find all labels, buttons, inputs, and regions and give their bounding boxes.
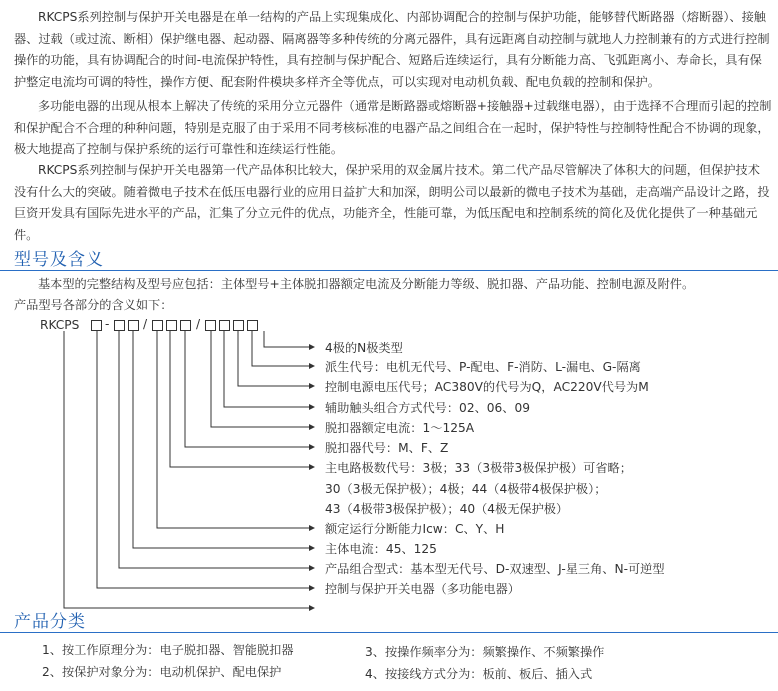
- intro-paragraph-1: RKCPS系列控制与保护开关电器是在单一结构的产品上实现集成化、内部协调配合的控制与保护功能，能够替代断路器（熔断器）、接触器、过载（或过流、断相）保护继电器、起动器、隔离器等多种传统的分离元器件，具有远距离自动控制与就地人力控制兼有的方式进行控制操作的功能，具有协调配合的时间-电流保护特性，具有控制与保护配合、短路后连续运行，具有分断能力高、飞弧距离小、寿命长，具有保护整定电流均可调的特性，操作方便、配套附件模块多样齐全等优点，可以实现对电动机负载、配电负载的控制和保护。: [14, 10, 770, 89]
- section-model-meaning: [0, 243, 778, 271]
- code-box: [166, 320, 177, 331]
- model-intro-text: 基本型的完整结构及型号应包括：主体型号+主体脱扣器额定电流及分断能力等级、脱扣器、产品功能、控制电源及附件。: [38, 277, 695, 291]
- code-box: [219, 320, 230, 331]
- code-box: [180, 320, 191, 331]
- model-parts-caption: 产品型号各部分的含义如下：: [14, 298, 173, 312]
- section-product-classification: [0, 605, 778, 633]
- code-desc-poles-cont-1: 30（3极无保护极）；4极；44（4极带4极保护极）；: [325, 482, 607, 496]
- classification-item: 2、按保护对象分为：电动机保护、配电保护: [42, 665, 282, 679]
- code-desc-main-current: 主体电流：45、125: [325, 542, 437, 556]
- code-desc-product-name: 控制与保护开关电器（多功能电器）: [325, 582, 520, 596]
- intro-paragraph-3: RKCPS系列控制与保护开关电器第一代产品体积比较大，保护采用的双金属片技术。第二代产品尽管解决了体积大的问题，但保护技术没有什么大的突破。随着微电子技术在低压电器行业的应用日益扩大和加深，朗明公司以最新的微电子技术为基础，走高端产品设计之路，投巨资开发具有国际先进水平的产品，汇集了分立元件的优点，功能齐全，性能可靠，为低压配电和控制系统的简化及优化提供了一种基础元件。: [14, 163, 770, 242]
- intro-paragraph-2: 多功能电器的出现从根本上解决了传统的采用分立元器件（通常是断路器或熔断器+接触器+过载继电器），由于选择不合理而引起的控制和保护配合不合理的种种问题，特别是克服了由于采用不同考核标准的电器产品之间组合在一起时，保护特性与控制特性配合不协调的现象，极大地提高了控制与保护系统的运行可靠性和连续运行性能。: [14, 99, 772, 156]
- classification-item: 4、按接线方式分为：板前、板后、插入式: [365, 667, 593, 681]
- code-box: [233, 320, 244, 331]
- code-desc-breaking-capacity: 额定运行分断能力Icw：C、Y、H: [325, 522, 505, 536]
- code-box: [128, 320, 139, 331]
- section-title-classification: 产品分类: [14, 612, 86, 632]
- code-desc-n-pole: 4极的N极类型: [325, 341, 403, 355]
- code-box: [152, 320, 163, 331]
- section-divider: [0, 632, 778, 633]
- code-desc-poles-cont-2: 43（4极带3极保护极）；40（4极无保护极）: [325, 502, 569, 516]
- code-desc-trip-current: 脱扣器额定电流：1～125A: [325, 421, 475, 435]
- code-box: [114, 320, 125, 331]
- code-slash: /: [196, 317, 201, 331]
- code-dash: -: [105, 317, 110, 331]
- code-desc-aux-contact: 辅助触头组合方式代号：02、06、09: [325, 401, 530, 415]
- section-title-model: 型号及含义: [14, 250, 104, 270]
- code-box: [247, 320, 258, 331]
- classification-item: 1、按工作原理分为：电子脱扣器、智能脱扣器: [42, 643, 294, 657]
- code-box: [205, 320, 216, 331]
- code-box: [91, 320, 102, 331]
- code-desc-trip-code: 脱扣器代号：M、F、Z: [325, 441, 449, 455]
- code-desc-derived: 派生代号：电机无代号、P-配电、F-消防、L-漏电、G-隔离: [325, 360, 641, 374]
- section-divider: [0, 270, 778, 271]
- code-slash: /: [143, 317, 148, 331]
- code-desc-combination-type: 产品组合型式：基本型无代号、D-双速型、J-星三角、N-可逆型: [325, 562, 665, 576]
- model-code-prefix: RKCPS: [40, 318, 80, 332]
- code-desc-poles: 主电路极数代号：3极；33（3极带3极保护极）可省略；: [325, 461, 632, 475]
- classification-item: 3、按操作频率分为：频繁操作、不频繁操作: [365, 645, 605, 659]
- code-desc-control-voltage: 控制电源电压代号；AC380V的代号为Q，AC220V代号为M: [325, 380, 649, 394]
